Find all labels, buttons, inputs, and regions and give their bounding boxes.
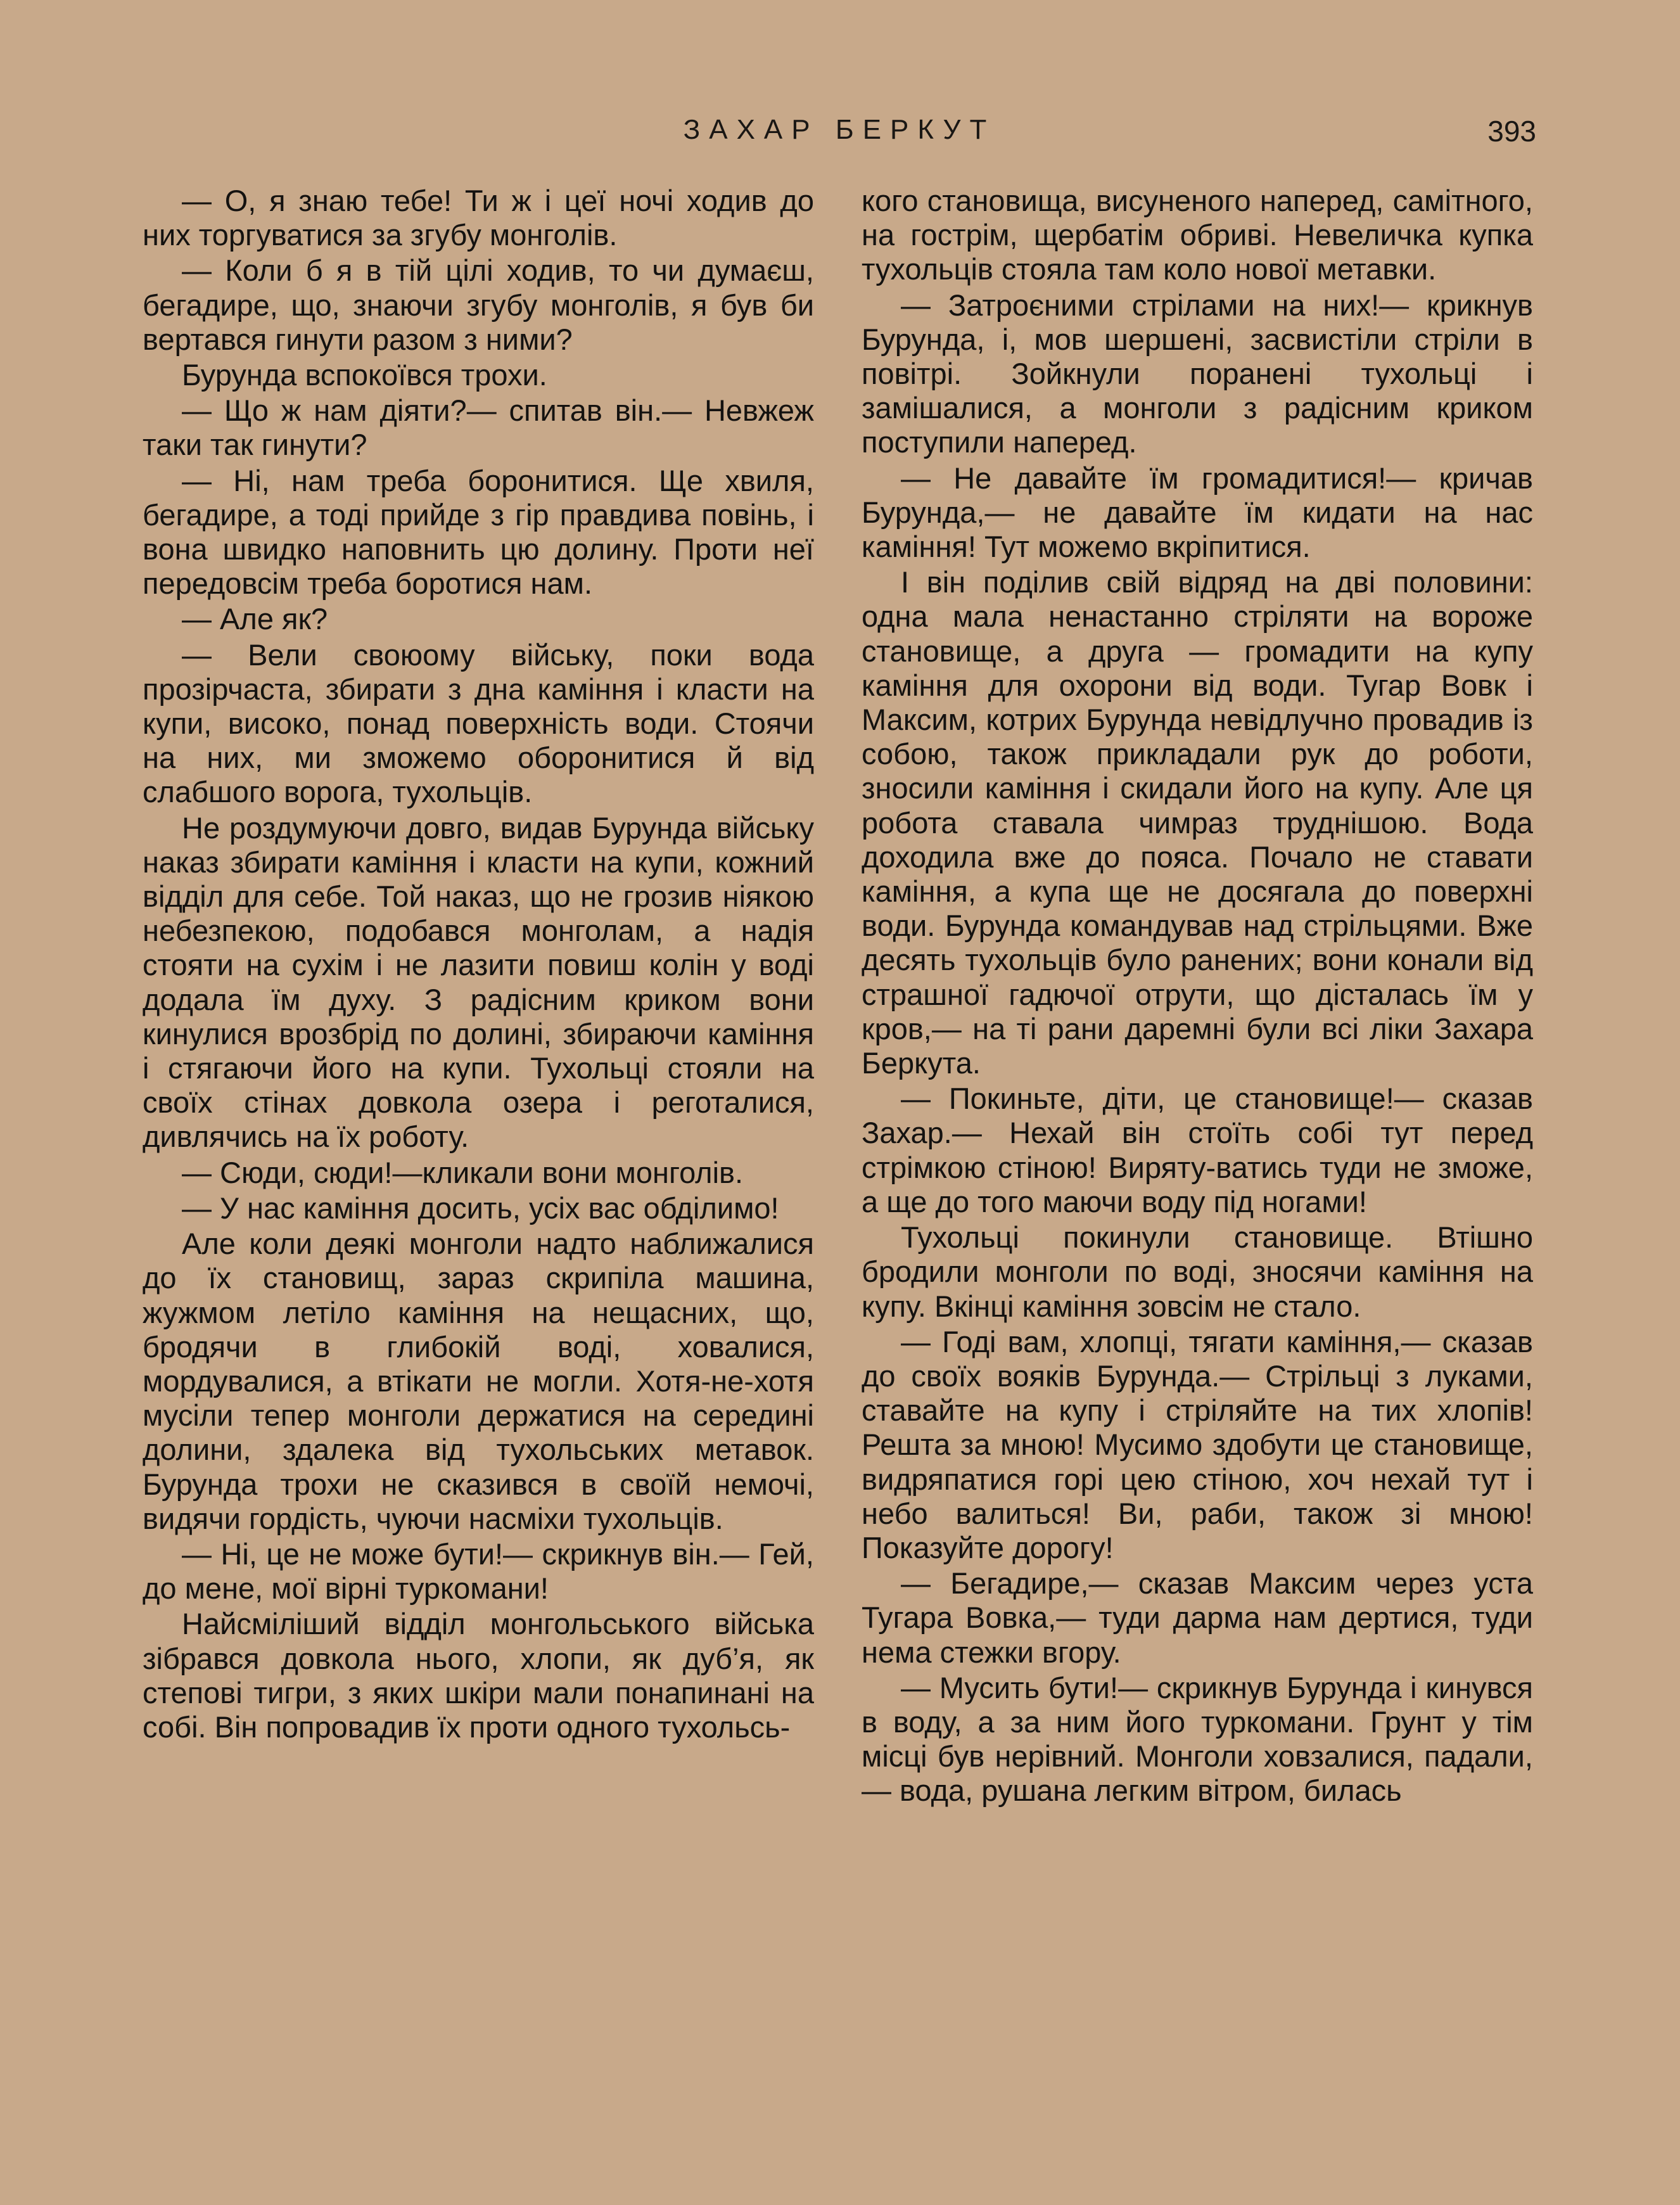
paragraph: Але коли деякі монголи надто наближалися до їх становищ, зараз скрипіла машина, жужмом летіло каміння на нещасних, що, бродячи в глибокій воді, ховалися, мордувалися, а втікати не могли. Хотя-не-хотя мусіли тепер монголи держатися на середині долини, здалека від тухольських метавок. Бурунда трохи не сказився в своїй немочі, видячи гордість, чуючи насміхи тухольців. <box>143 1227 814 1535</box>
paragraph: Тухольці покинули становище. Втішно бродили монголи по воді, зносячи каміння на купу. Вкінці каміння зовсім не стало. <box>862 1220 1533 1323</box>
paragraph: — Коли б я в тій цілі ходив, то чи думаєш, бегадире, що, знаючи згубу монголів, я був би вертався гинути разом з ними? <box>143 253 814 356</box>
paragraph: — У нас каміння досить, усіх вас обділимо! <box>182 1191 779 1225</box>
paragraph: Бурунда вспокоївся трохи. <box>182 358 547 392</box>
paragraph: — Вели своюому війську, поки вода прозірчаста, збирати з дна каміння і класти на купи, високо, понад поверхність води. Стоячи на них, ми зможемо оборонитися й від слабшого ворога, тухольців. <box>143 637 814 809</box>
page-header <box>143 114 1536 158</box>
paragraph: — Що ж нам діяти?— спитав він.— Невжеж таки так гинути? <box>143 393 814 462</box>
paragraph: — Ні, нам треба боронитися. Ще хвиля, бегадире, а тоді прийде з гір правдива повінь, і вона швидко наповнить цю долину. Проти неї передовсім треба боротися нам. <box>143 463 814 601</box>
paragraph: Найсміліший відділ монгольського війська зібрався довкола нього, хлопи, як дуб’я, як степові тигри, з яких шкіри мали понапинані на собі. Він попровадив їх проти одного тухольсь- <box>143 1607 814 1744</box>
paragraph: — Ні, це не може бути!— скрикнув він.— Гей, до мене, мої вірні туркомани! <box>143 1537 814 1606</box>
paragraph: — Сюди, сюди!—кликали вони монголів. <box>182 1155 744 1189</box>
left-text-column <box>143 184 814 1746</box>
paragraph: — О, я знаю тебе! Ти ж і цеї ночі ходив до них торгуватися за згубу монголів. <box>143 184 814 252</box>
paragraph: — Покиньте, діти, це становище!— сказав Захар.— Нехай він стоїть собі тут перед стрімкою стіною! Виряту-ватись туди не зможе, а ще до того маючи воду під ногами! <box>862 1082 1533 1218</box>
running-title: ЗАХАР БЕРКУТ <box>683 114 996 145</box>
paragraph: — Затроєними стрілами на них!— крикнув Бурунда, і, мов шершені, засвистіли стріли в повітрі. Зойкнули поранені тухольці і замішалися, а монголи з радісним криком поступили наперед. <box>862 288 1533 459</box>
paragraph: Не роздумуючи довго, видав Бурунда війську наказ збирати каміння і класти на купи, кожний відділ для себе. Той наказ, що не грозив ніякою небезпекою, подобався монголам, а надія стояти на сухім і не лазити повиш колін у воді додала їм духу. З радісним криком вони кинулися врозбрід по долині, збираючи каміння і стягаючи його на купи. Тухольці стояли на своїх стінах довкола озера і реготалися, дивлячись на їх роботу. <box>143 810 814 1154</box>
paragraph: — Годі вам, хлопці, тягати каміння,— сказав до своїх вояків Бурунда.— Стрільці з луками, ставайте на купу і стріляйте на тих хлопів! Решта за мною! Мусимо здобути це становище, видряпатися горі цею стіною, хоч нехай тут і небо валиться! Ви, раби, також зі мною! Показуйте дорогу! <box>862 1324 1533 1564</box>
page-number: 393 <box>1487 115 1536 148</box>
paragraph: — Не давайте їм громадитися!— кричав Бурунда,— не давайте їм кидати на нас каміння! Тут можемо вкріпитися. <box>862 461 1533 564</box>
right-text-column <box>862 184 1533 1810</box>
paragraph: — Бегадире,— сказав Максим через уста Тугара Вовка,— туди дарма нам дертися, туди нема стежки вгору. <box>862 1566 1533 1669</box>
paragraph: кого становища, висуненого наперед, самітного, на гострім, щербатім обриві. Невеличка купка тухольців стояла там коло нової метавки. <box>862 184 1533 286</box>
paragraph: — Мусить бути!— скрикнув Бурунда і кинувся в воду, а за ним його туркомани. Грунт у тім місці був нерівний. Монголи ховзалися, падали,— вода, рушана легким вітром, билась <box>862 1670 1533 1808</box>
paragraph: І він поділив свій відряд на дві половини: одна мала ненастанно стріляти на вороже становище, а друга — громадити на купу каміння для охорони від води. Тугар Вовк і Максим, котрих Бурунда невідлучно провадив із собою, також прикладали рук до роботи, зносили каміння і скидали його на купу. Але ця робота ставала чимраз труднішою. Вода доходила вже до пояса. Почало не ставати каміння, а купа ще не досягала до поверхні води. Бурунда командував над стрільцями. Вже десять тухольців було ранених; вони конали від страшної гадючої отрути, що дісталась їм у кров,— на ті рани даремні були всі ліки Захара Беркута. <box>862 565 1533 1080</box>
paragraph: — Але як? <box>182 602 328 636</box>
